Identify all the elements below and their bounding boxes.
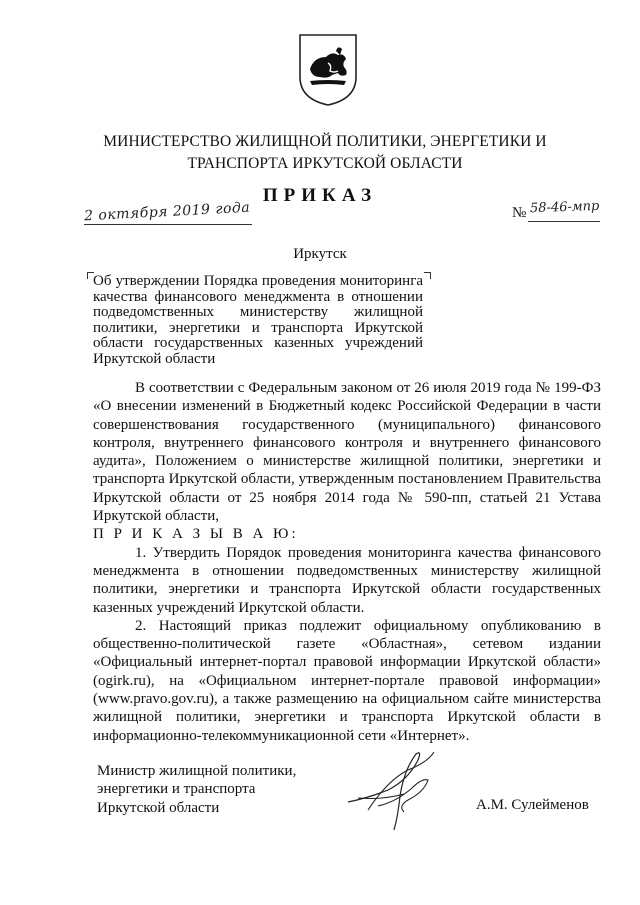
signer-name: А.М. Сулейменов [476, 797, 589, 813]
date-underline [84, 224, 252, 225]
preamble-paragraph: В соответствии с Федеральным законом от 26 июля 2019 года № 199-ФЗ «О внесении изменений в Бюджетный кодекс Российской Федерации в части совершенствования государственного (муниципального) финансового контроля, внутреннего финансового контроля и внутреннего финансового аудита», Положением о министерстве жилищной политики, энергетики и транспорта Иркутской области, утвержденным постановлением Правительства Иркутской области от 25 ноября 2014 года № 590-пп, статьей 21 Устава Иркутской области, [93, 380, 601, 525]
order-item-1: 1. Утвердить Порядок проведения мониторинга качества финансового менеджмента в отношении подведомственных министерству жилищной политики, энергетики и транспорта Иркутской области государственных казенных учреждений Иркутской области. [93, 544, 601, 616]
order-word: П Р И К А З Ы В А Ю: [93, 526, 299, 543]
ministry-line-1: МИНИСТЕРСТВО ЖИЛИЩНОЙ ПОЛИТИКИ, ЭНЕРГЕТИКИ И [103, 133, 547, 150]
signer-position-line-2: энергетики и транспорта [97, 781, 256, 798]
subject-bracket-right [424, 272, 431, 279]
city-name: Иркутск [293, 246, 347, 262]
number-label: № [512, 205, 527, 221]
signer-position-line-1: Министр жилищной политики, [97, 763, 297, 779]
coat-of-arms-icon [298, 33, 358, 107]
order-item-2: 2. Настоящий приказ подлежит официальному опубликованию в общественно-политической газете «Областная», сетевом издании «Официальный интернет-портал правовой информации Иркутской области» (ogirk.ru), на «Официальном интернет-портале правовой информации» (www.pravo.gov.ru), а также размещению на официальном сайте министерства жилищной политики, энергетики и транспорта Иркутской области в информационно-телекоммуникационной сети «Интернет». [93, 617, 601, 744]
handwritten-number: 58-46-мпр [529, 198, 600, 217]
signer-position [97, 762, 296, 817]
signer-position-line-3: Иркутской области [97, 799, 220, 816]
handwritten-date: 2 октября 2019 года [83, 199, 251, 225]
handwritten-signature-icon [338, 740, 458, 835]
number-underline [528, 221, 600, 222]
ministry-line-2: ТРАНСПОРТА ИРКУТСКОЙ ОБЛАСТИ [187, 155, 463, 172]
document-body [93, 379, 601, 745]
ministry-name [60, 131, 590, 175]
document-type-title: ПРИКАЗ [262, 185, 378, 206]
document-subject: Об утверждении Порядка проведения мониторинга качества финансового менеджмента в отношении подведомственных министерству жилищной политики, энергетики и транспорта Иркутской области государственных казенных учреждений Иркутской области [93, 273, 423, 367]
